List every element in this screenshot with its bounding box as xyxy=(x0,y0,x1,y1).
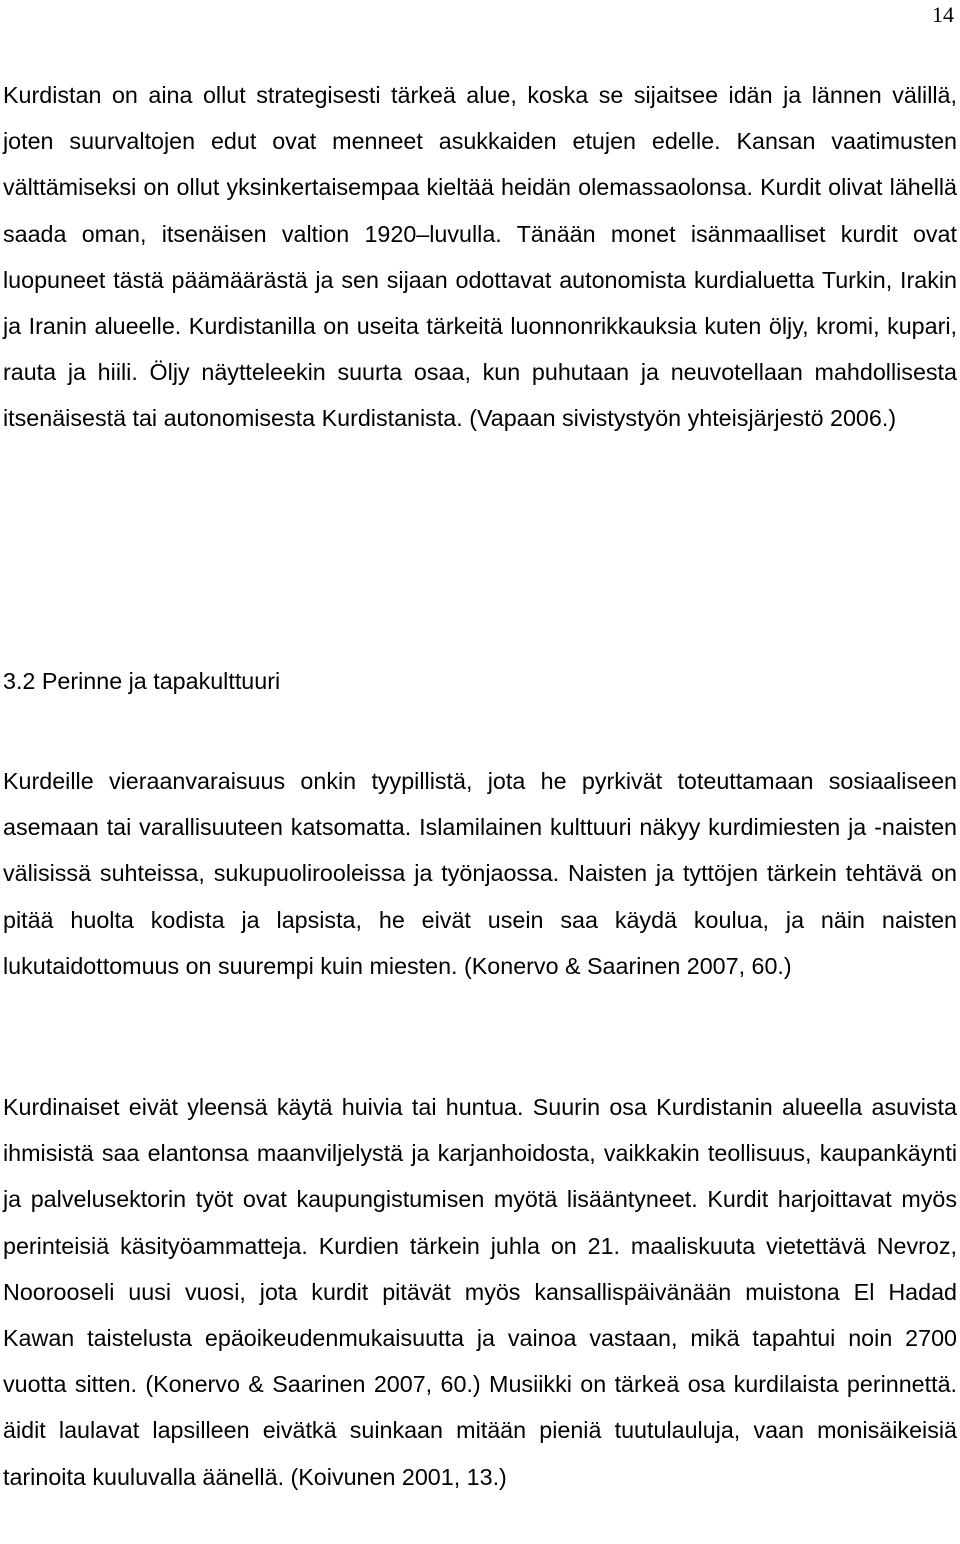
paragraph-kurdistan-strategic: Kurdistan on aina ollut strategisesti tärkeä alue, koska se sijaitsee idän ja lännen välillä, joten suurvaltojen edut ovat menneet asukkaiden etujen edelle. Kansan vaatimusten välttämiseksi on ollut yksinkertaisempaa kieltää heidän olemassaolonsa. Kurdit olivat lähellä saada oman, itsenäisen valtion 1920–luvulla. Tänään monet isänmaalliset kurdit ovat luopuneet tästä päämäärästä ja sen sijaan odottavat autonomista kurdialuetta Turkin, Irakin ja Iranin alueelle. Kurdistanilla on useita tärkeitä luonnonrikkauksia kuten öljy, kromi, kupari, rauta ja hiili. Öljy näytteleekin suurta osaa, kun puhutaan ja neuvotellaan mahdollisesta itsenäisestä tai autonomisesta Kurdistanista. (Vapaan sivistystyön yhteisjärjestö 2006.) xyxy=(3,82,957,432)
paragraph-traditions: Kurdinaiset eivät yleensä käytä huivia tai huntua. Suurin osa Kurdistanin alueella asuvista ihmisistä saa elantonsa maanviljelystä ja karjanhoidosta, vaikkakin teollisuus, kaupankäynti ja palvelusektorin työt ovat kaupungistumisen myötä lisääntyneet. Kurdit harjoittavat myös perinteisiä käsityöammatteja. Kurdien tärkein juhla on 21. maaliskuuta vietettävä Nevroz, Noorooseli uusi vuosi, jota kurdit pitävät myös kansallispäivänään muistona El Hadad Kawan taistelusta epäoikeudenmukaisuutta ja vainoa vastaan, mikä tapahtui noin 2700 vuotta sitten. (Konervo & Saarinen 2007, 60.) Musiikki on tärkeä osa kurdilaista perinnettä. äidit laulavat lapsilleen eivätkä suinkaan mitään pieniä tuutulauluja, vaan monisäikeisiä tarinoita kuuluvalla äänellä. (Koivunen 2001, 13.) xyxy=(3,1094,957,1490)
section-heading-3-2: 3.2 Perinne ja tapakulttuuri xyxy=(3,668,281,694)
paragraph-hospitality: Kurdeille vieraanvaraisuus onkin tyypillistä, jota he pyrkivät toteuttamaan sosiaaliseen asemaan tai varallisuuteen katsomatta. Islamilainen kulttuuri näkyy kurdimiesten ja -naisten välisissä suhteissa, sukupuolirooleissa ja työnjaossa. Naisten ja tyttöjen tärkein tehtävä on pitää huolta kodista ja lapsista, he eivät usein saa käydä koulua, ja näin naisten lukutaidottomuus on suurempi kuin miesten. (Konervo & Saarinen 2007, 60.) xyxy=(3,768,957,979)
page-number: 14 xyxy=(932,2,954,27)
